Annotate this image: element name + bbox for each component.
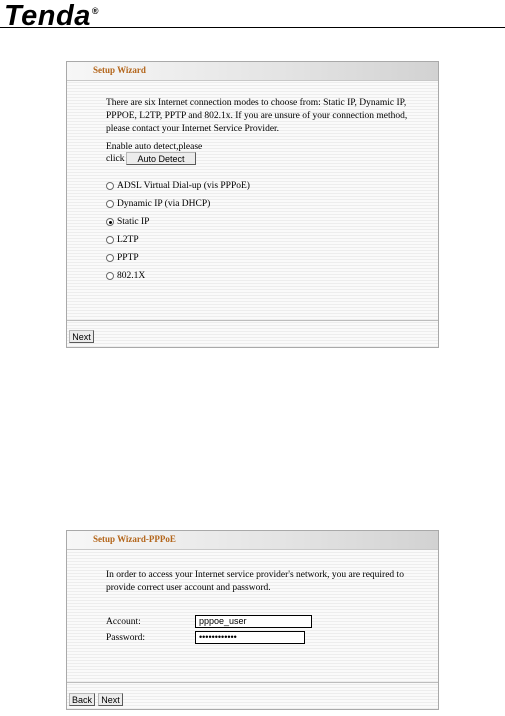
next-button[interactable]: Next	[98, 693, 123, 706]
radio-button-selected[interactable]	[106, 218, 114, 226]
mode-option-static-ip[interactable]	[106, 216, 149, 228]
account-input[interactable]: pppoe_user	[195, 615, 312, 628]
back-button[interactable]: Back	[69, 693, 95, 706]
mode-label: Dynamic IP (via DHCP)	[117, 199, 211, 209]
header-divider	[0, 27, 505, 28]
mode-option-dhcp[interactable]	[106, 198, 210, 210]
pppoe-wizard-title: Setup Wizard-PPPoE	[93, 534, 176, 544]
mode-option-pppoe[interactable]	[106, 180, 250, 192]
intro-line-3: please contact your Internet Service Provider.	[106, 124, 280, 134]
radio-button[interactable]	[106, 200, 114, 208]
next-button[interactable]: Next	[69, 330, 94, 343]
pppoe-intro-line-2: provide correct user account and password.	[106, 583, 271, 593]
auto-detect-click-label: click	[106, 154, 125, 164]
footer-divider	[67, 682, 438, 683]
mode-label: L2TP	[117, 235, 139, 245]
auto-detect-prompt: Enable auto detect,please	[106, 142, 203, 152]
account-label: Account:	[106, 617, 141, 627]
mode-option-8021x[interactable]	[106, 270, 145, 282]
setup-wizard-titlebar	[67, 62, 438, 81]
mode-option-pptp[interactable]	[106, 252, 139, 264]
radio-button[interactable]	[106, 182, 114, 190]
registered-mark: ®	[91, 6, 99, 17]
setup-wizard-title: Setup Wizard	[93, 65, 146, 75]
radio-button[interactable]	[106, 254, 114, 262]
mode-label: ADSL Virtual Dial-up (vis PPPoE)	[117, 181, 250, 191]
logo-text: Tenda	[4, 0, 91, 32]
pppoe-wizard-titlebar	[67, 531, 438, 550]
mode-label: PPTP	[117, 253, 139, 263]
password-input[interactable]: ••••••••••••	[195, 631, 305, 644]
pppoe-intro-line-1: In order to access your Internet service provider's network, you are required to	[106, 570, 404, 580]
mode-option-l2tp[interactable]	[106, 234, 139, 246]
radio-button[interactable]	[106, 272, 114, 280]
radio-button[interactable]	[106, 236, 114, 244]
setup-wizard-panel	[66, 61, 439, 348]
pppoe-wizard-panel	[66, 530, 439, 710]
mode-label: Static IP	[117, 217, 150, 227]
tenda-logo	[4, 0, 99, 33]
mode-label: 802.1X	[117, 271, 146, 281]
footer-divider	[67, 320, 438, 321]
auto-detect-button[interactable]: Auto Detect	[126, 152, 196, 165]
intro-line-1: There are six Internet connection modes to choose from: Static IP, Dynamic IP,	[106, 98, 407, 108]
password-label: Password:	[106, 633, 146, 643]
intro-line-2: PPPOE, L2TP, PPTP and 802.1x. If you are unsure of your connection method,	[106, 111, 408, 121]
